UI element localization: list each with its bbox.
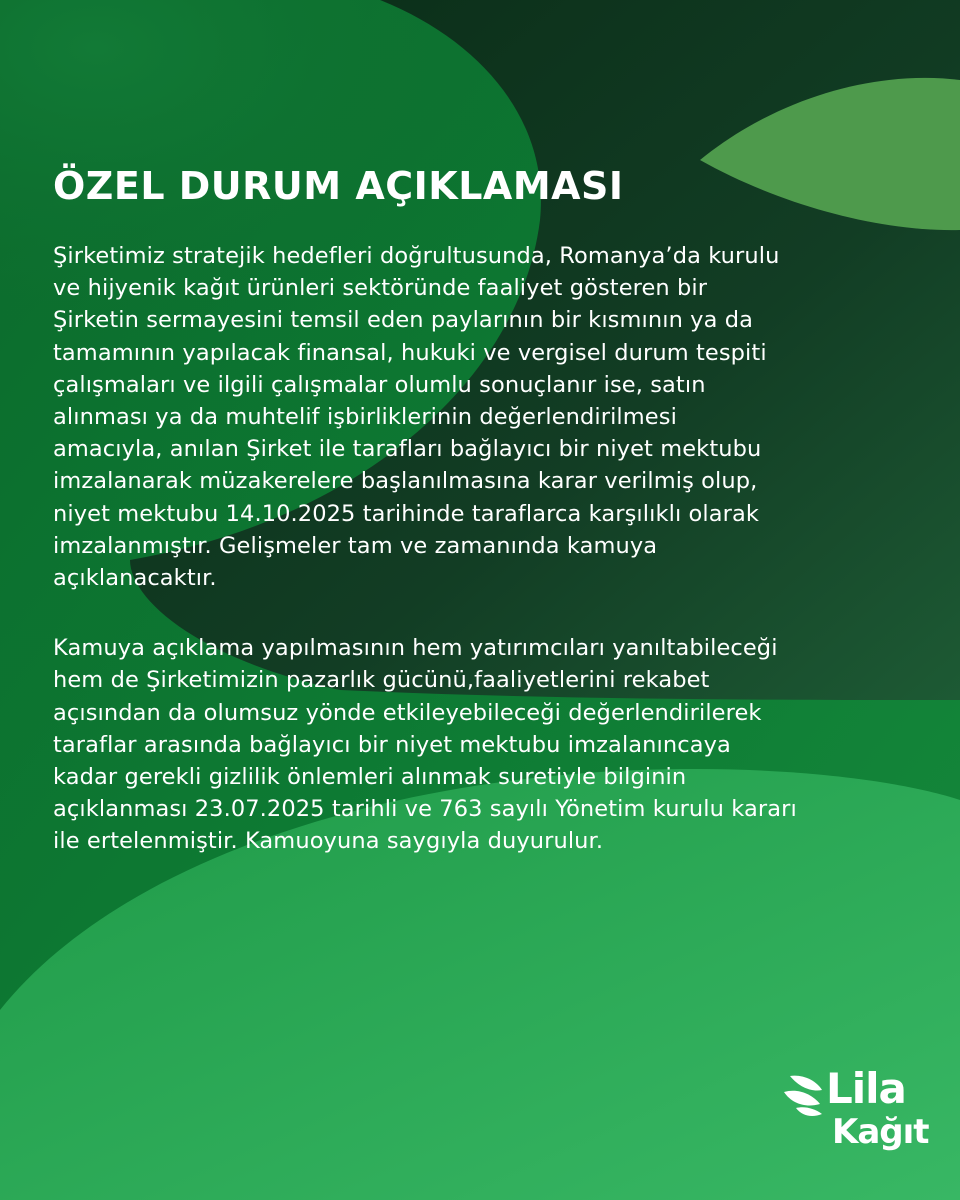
- brand-logo: [782, 1064, 932, 1170]
- brand-name-lila: Lila: [826, 1064, 906, 1113]
- leaf-icon: [782, 1070, 832, 1120]
- page-title: ÖZEL DURUM AÇIKLAMASI: [53, 164, 624, 208]
- paragraph-2: Kamuya açıklama yapılmasının hem yatırımcıları yanıltabileceği hem de Şirketimizin pazarlık gücünü,faaliyetlerini rekabet açısından da olumsuz yönde etkileyebileceği değerlendirilerek taraflar arasında bağlayıcı bir niyet mektubu imzalanıncaya kadar gerekli gizlilik önlemleri alınmak suretiyle bilginin açıklanması 23.07.2025 tarihli ve 763 sayılı Yönetim kurulu kararı ile ertelenmiştir. Kamuoyuna saygıyla duyurulur.: [53, 635, 797, 855]
- announcement-content: [53, 160, 913, 858]
- brand-name-kagit: Kağıt: [832, 1112, 929, 1152]
- paragraph-1: Şirketimiz stratejik hedefleri doğrultusunda, Romanya’da kurulu ve hijyenik kağıt ürünleri sektöründe faaliyet gösteren bir Şirketin sermayesini temsil eden paylarının bir kısmının ya da tamamının yapılacak finansal, hukuki ve vergisel durum tespiti çalışmaları ve ilgili çalışmalar olumlu sonuçlanır ise, satın alınması ya da muhtelif işbirliklerinin değerlendirilmesi amacıyla, anılan Şirket ile tarafları bağlayıcı bir niyet mektubu imzalanarak müzakerelere başlanılmasına karar verilmiş olup, niyet mektubu 14.10.2025 tarihinde taraflarca karşılıklı olarak imzalanmıştır. Gelişmeler tam ve zamanında kamuya açıklanacaktır.: [53, 243, 780, 592]
